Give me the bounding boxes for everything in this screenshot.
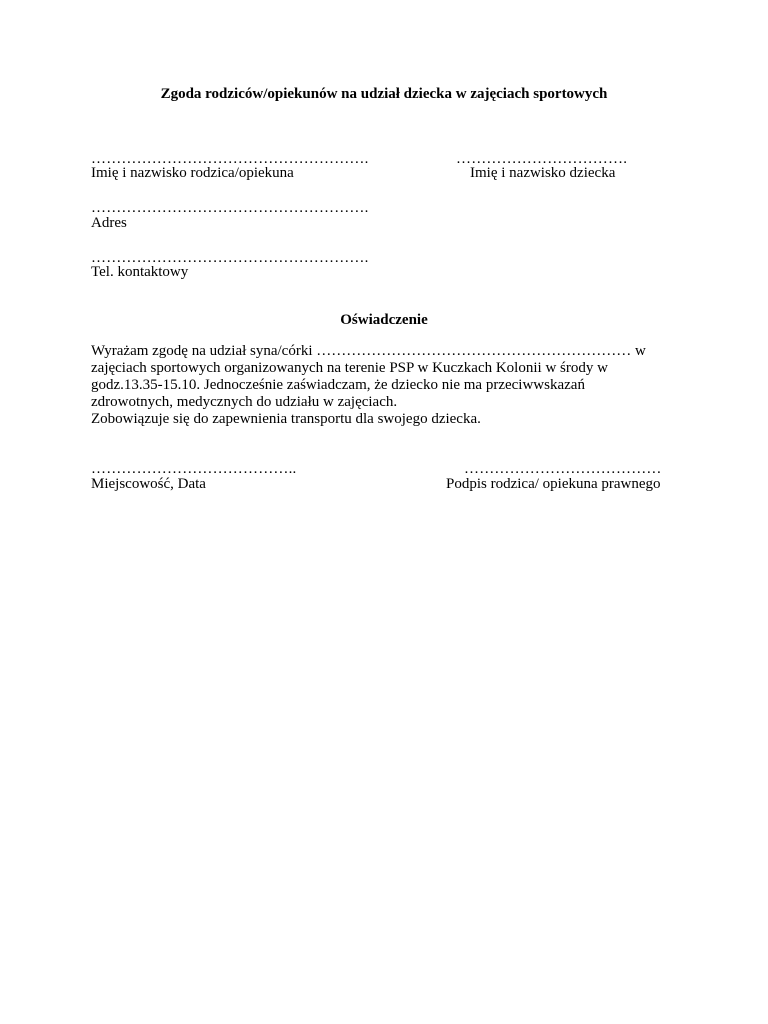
child-name-dotted-line: …………………………….: [456, 151, 628, 167]
declaration-heading: Oświadczenie: [340, 312, 428, 328]
document-title: Zgoda rodziców/opiekunów na udział dziecka w zajęciach sportowych: [160, 86, 608, 102]
phone-label: Tel. kontaktowy: [91, 264, 189, 280]
child-name-label: Imię i nazwisko dziecka: [470, 165, 616, 181]
place-date-label: Miejscowość, Data: [91, 476, 206, 492]
parent-signature-dotted-line: …………………………………: [464, 461, 662, 477]
declaration-paragraph: [91, 343, 681, 428]
declaration-line: Zobowiązuje się do zapewnienia transportu dla swojego dziecka.: [91, 411, 481, 427]
parent-signature-label: Podpis rodzica/ opiekuna prawnego: [446, 476, 661, 492]
phone-dotted-line: ……………………………………………….: [91, 250, 369, 266]
declaration-line: zajęciach sportowych organizowanych na terenie PSP w Kuczkach Kolonii w środy w: [91, 360, 608, 376]
parent-name-label: Imię i nazwisko rodzica/opiekuna: [91, 165, 294, 181]
declaration-line: Wyrażam zgodę na udział syna/córki ……………………………………………………… w: [91, 343, 646, 359]
declaration-line: zdrowotnych, medycznych do udziału w zajęciach.: [91, 394, 398, 410]
address-label: Adres: [91, 215, 127, 231]
parent-name-dotted-line: ……………………………………………….: [91, 151, 369, 167]
place-date-dotted-line: …………………………………..: [91, 461, 297, 477]
address-dotted-line: ……………………………………………….: [91, 200, 369, 216]
declaration-line: godz.13.35-15.10. Jednocześnie zaświadczam, że dziecko nie ma przeciwwskazań: [91, 377, 585, 393]
